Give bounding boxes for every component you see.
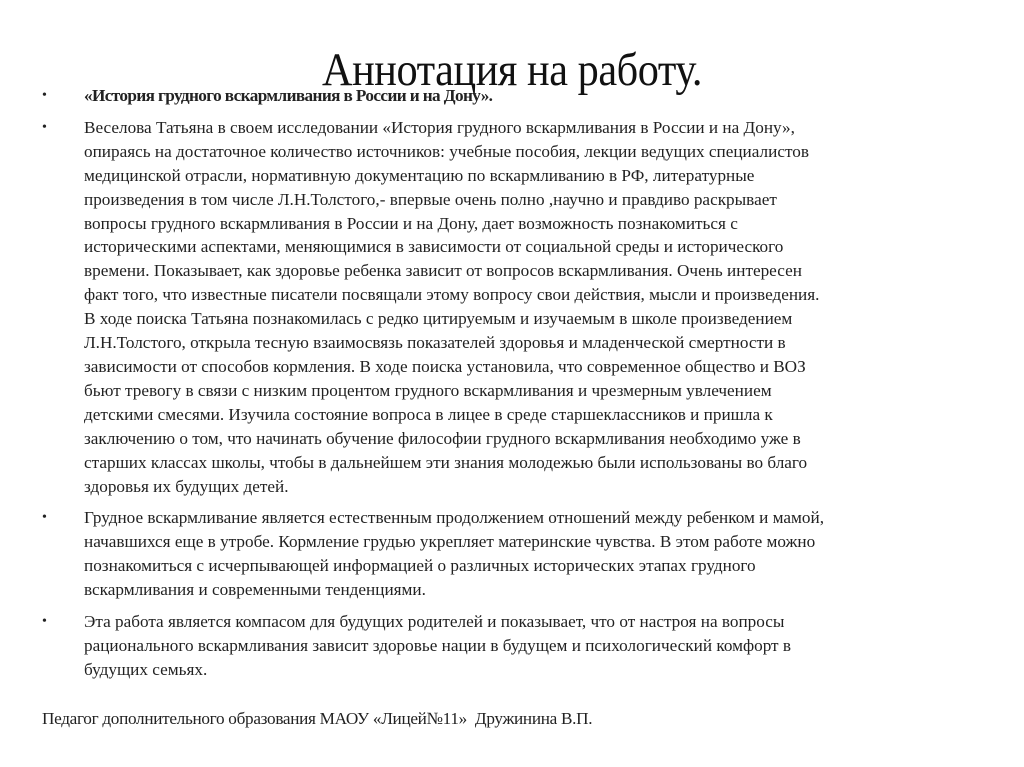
bullet-text [84, 506, 1002, 602]
slide-title: Аннотация на работу. [322, 44, 702, 97]
text-line: Л.Н.Толстого, открыла тесную взаимосвязь показателей здоровья и младенческой смертности в [84, 333, 786, 353]
text-line: начавшихся еще в утробе. Кормление грудью укрепляет материнские чувства. В этом работе можно [84, 532, 816, 552]
text-line: заключению о том, что начинать обучение философии грудного вскармливания необходимо уже в [84, 428, 801, 448]
text-line: познакомиться с исчерпывающей информацией о различных исторических этапах грудного [84, 556, 756, 576]
text-line: Эта работа является компасом для будущих родителей и показывает, что от настроя на вопросы [84, 612, 785, 632]
text-line: вскармливания и современными тенденциями. [84, 580, 426, 600]
bullet-icon: • [42, 119, 47, 135]
bullet-item-work-title [42, 84, 1002, 108]
bullet-icon: • [42, 88, 47, 103]
text-line: зависимости от способов кормления. В ходе поиска установила, что современное общество и ВОЗ [84, 356, 806, 376]
bullet-text [84, 116, 1002, 499]
text-line: времени. Показывает, как здоровье ребенка зависит от вопросов вскармливания. Очень интересен [84, 261, 802, 281]
text-line: медицинской отрасли, нормативную документацию по вскармливанию в РФ, литературные [84, 165, 755, 185]
text-line: старших классах школы, чтобы в дальнейшем эти знания молодежью были использованы во благо [84, 452, 808, 472]
text-line: рационального вскармливания зависит здоровье нации в будущем и психологический комфорт в [84, 635, 791, 655]
bullet-text [84, 610, 1002, 682]
bullet-item-review [42, 116, 1002, 499]
bullet-item-compass [42, 610, 1002, 682]
text-line: детскими смесями. Изучила состояние вопроса в лицее в среде старшеклассников и пришла к [84, 404, 773, 424]
bullet-list [42, 84, 1002, 690]
text-line: опираясь на достаточное количество источников: учебные пособия, лекции ведущих специалистов [84, 141, 809, 161]
text-line: факт того, что известные писатели посвящали этому вопросу свои действия, мысли и произведения. [84, 285, 820, 305]
text-line: Грудное вскармливание является естественным продолжением отношений между ребенком и мамой, [84, 508, 825, 528]
text-line: здоровья их будущих детей. [84, 476, 289, 496]
author-signature: Педагог дополнительного образования МАОУ «Лицей№11» Дружинина В.П. [42, 709, 593, 728]
text-line: будущих семьях. [84, 659, 208, 679]
text-line: бьют тревогу в связи с низким процентом грудного вскармливания и чрезмерным увлечением [84, 380, 772, 400]
text-line: «История грудного вскармливания в России и на Дону». [84, 86, 493, 105]
text-line: произведения в том числе Л.Н.Толстого,- впервые очень полно ,научно и правдиво раскрывает [84, 189, 777, 209]
text-line: В ходе поиска Татьяна познакомилась с редко цитируемым и изучаемым в школе произведением [84, 309, 793, 329]
bullet-icon: • [42, 614, 47, 630]
bullet-item-breastfeeding [42, 506, 1002, 602]
bullet-icon: • [42, 510, 47, 526]
text-line: вопросы грудного вскармливания в России и на Дону, дает возможность познакомиться с [84, 213, 738, 233]
text-line: Веселова Татьяна в своем исследовании «История грудного вскармливания в России и на Дону», [84, 117, 795, 137]
text-line: историческими аспектами, меняющимися в зависимости от социальной среды и исторического [84, 237, 784, 257]
bullet-text [84, 84, 1002, 108]
